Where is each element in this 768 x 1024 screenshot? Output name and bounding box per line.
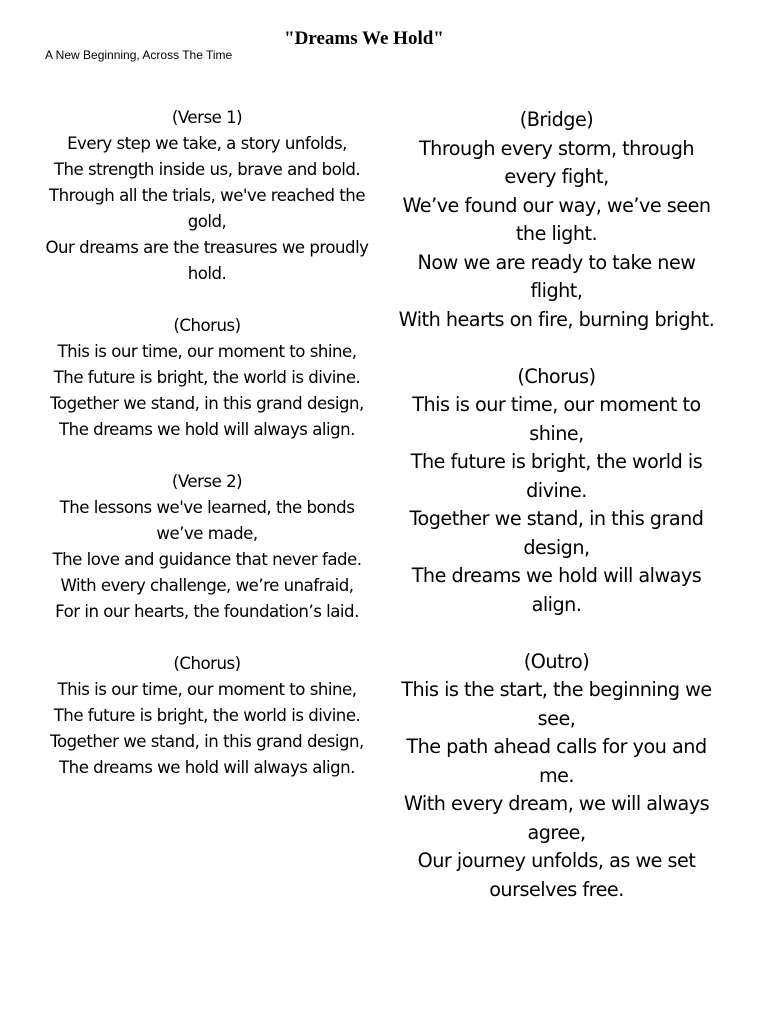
lyric-line: The future is bright, the world is divine. (410, 450, 703, 502)
lyric-line: For in our hearts, the foundation’s laid. (55, 602, 359, 621)
lyric-line: Through all the trials, we've reached the gold, (48, 186, 366, 231)
section-heading: (Outro) (523, 649, 590, 673)
lyrics-left-column (36, 105, 378, 781)
lyric-line: The dreams we hold will always align. (411, 564, 702, 616)
lyric-line: The path ahead calls for you and me. (406, 735, 707, 787)
chorus-section (391, 363, 722, 620)
verse-1-section (36, 105, 378, 287)
lyric-line: The lessons we've learned, the bonds we’ve made, (59, 498, 355, 543)
lyrics-right-column (391, 106, 722, 904)
section-heading: (Verse 2) (171, 472, 243, 491)
lyric-line: The love and guidance that never fade. (52, 550, 362, 569)
lyric-line: With every challenge, we’re unafraid, (60, 576, 354, 595)
lyric-line: This is our time, our moment to shine, (412, 393, 701, 445)
lyric-line: The future is bright, the world is divine. (53, 706, 361, 725)
section-heading: (Chorus) (517, 364, 596, 388)
bridge-section (391, 106, 722, 334)
lyric-line: The future is bright, the world is divine. (53, 368, 361, 387)
lyric-line: This is our time, our moment to shine, (57, 680, 357, 699)
lyric-line: Now we are ready to take new flight, (417, 250, 696, 302)
lyric-line: Through every storm, through every fight, (418, 136, 695, 188)
lyric-line: Every step we take, a story unfolds, (67, 134, 347, 153)
song-title: "Dreams We Hold" (284, 28, 444, 49)
verse-2-section (36, 469, 378, 625)
lyric-line: With hearts on fire, burning bright. (398, 307, 715, 331)
lyric-line: Our dreams are the treasures we proudly hold. (45, 238, 369, 283)
lyric-line: This is our time, our moment to shine, (57, 342, 357, 361)
lyric-line: With every dream, we will always agree, (403, 792, 710, 844)
section-heading: (Chorus) (173, 316, 241, 335)
song-subtitle: A New Beginning, Across The Time (45, 48, 233, 62)
section-heading: (Bridge) (519, 108, 594, 131)
lyric-line: Together we stand, in this grand design, (50, 732, 364, 751)
lyric-line: The dreams we hold will always align. (59, 758, 355, 777)
lyric-line: The strength inside us, brave and bold. (53, 160, 361, 179)
lyric-line: The dreams we hold will always align. (59, 420, 355, 439)
chorus-section (36, 313, 378, 443)
section-heading: (Verse 1) (171, 108, 243, 127)
lyric-line: Together we stand, in this grand design, (409, 507, 704, 559)
lyric-line: This is the start, the beginning we see, (401, 678, 712, 730)
chorus-section (36, 651, 378, 781)
lyric-line: Our journey unfolds, as we set ourselves free. (417, 849, 696, 901)
lyric-line: We’ve found our way, we’ve seen the light. (402, 193, 711, 245)
lyric-line: Together we stand, in this grand design, (50, 394, 364, 413)
outro-section (391, 648, 722, 905)
section-heading: (Chorus) (173, 654, 241, 673)
